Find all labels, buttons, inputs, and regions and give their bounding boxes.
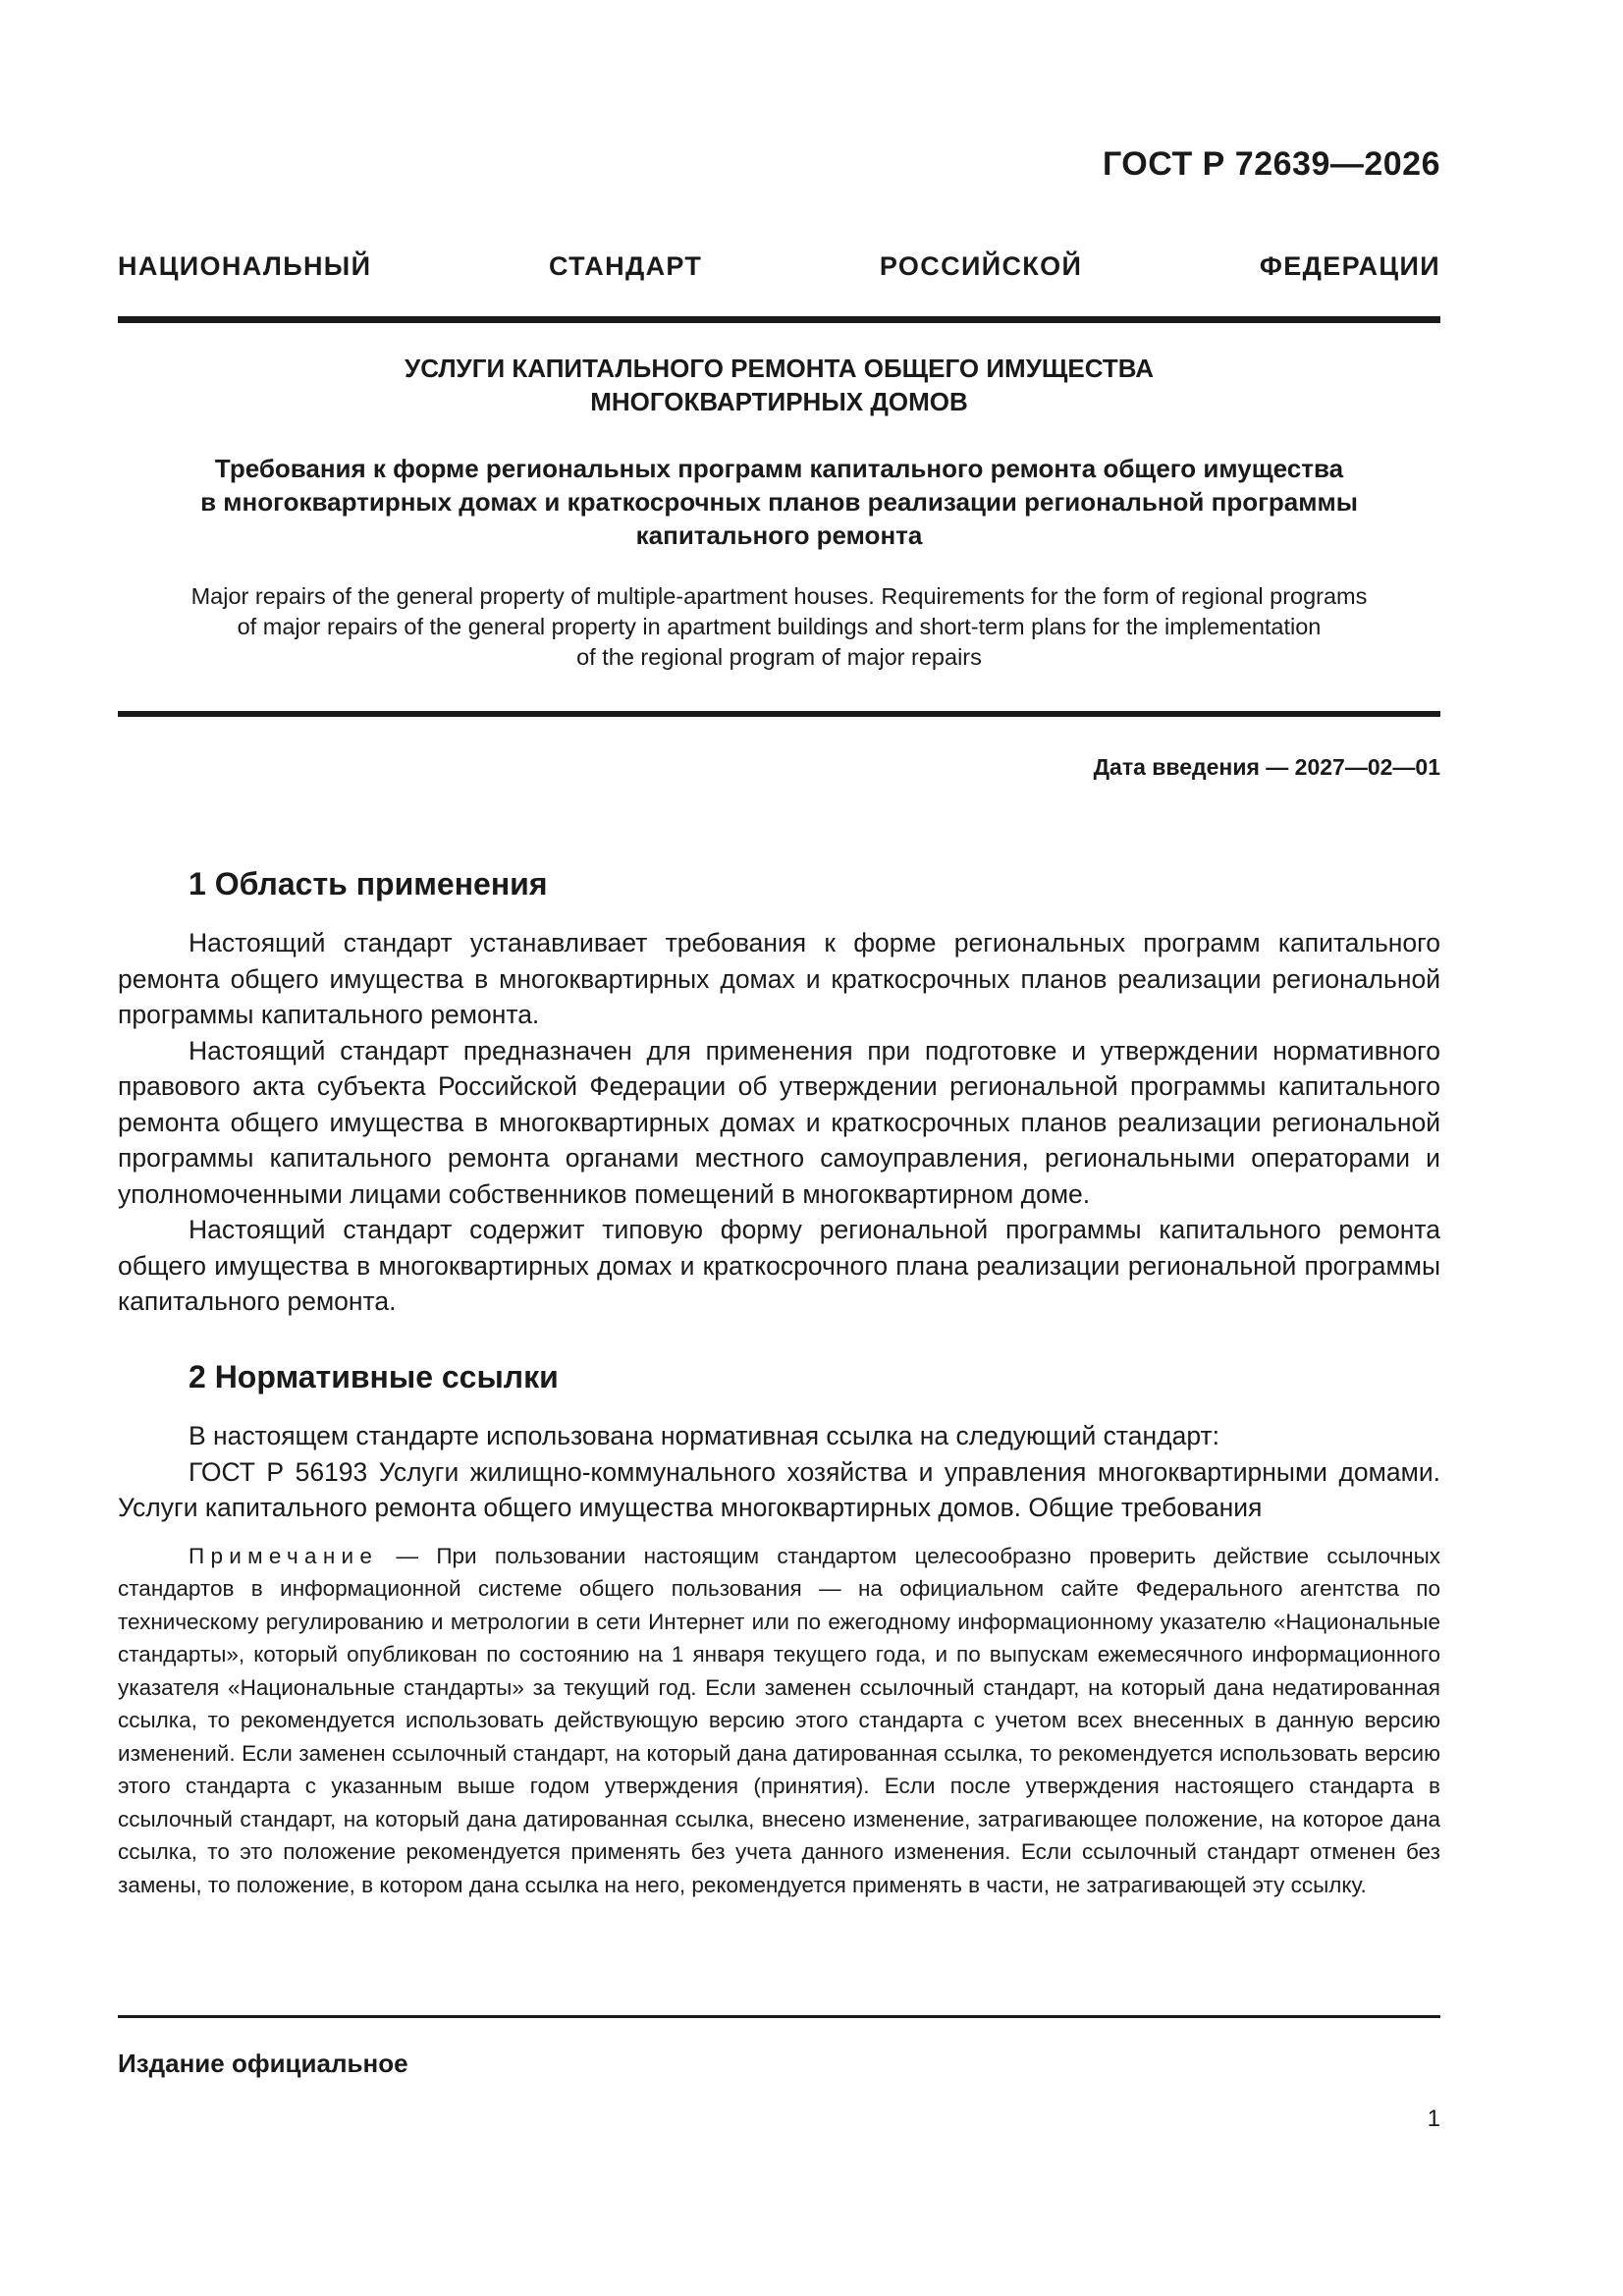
title-line: МНОГОКВАРТИРНЫХ ДОМОВ [590, 387, 968, 416]
english-title-line: of major repairs of the general property in apartment buildings and short-term plans for the implementation [237, 614, 1322, 639]
section-heading: 2 Нормативные ссылки [189, 1359, 559, 1394]
document-subtitle [147, 452, 1411, 552]
title-line: УСЛУГИ КАПИТАЛЬНОГО РЕМОНТА ОБЩЕГО ИМУЩЕСТВА [405, 354, 1154, 383]
document-title [118, 352, 1440, 418]
section-scope [118, 864, 1440, 1320]
note [118, 1540, 1440, 1902]
paragraph: Настоящий стандарт устанавливает требования к форме региональных программ капитального ремонта общего имущества в многоквартирных домах и краткосрочных планов реализации региональной программы капитального ремонта. [118, 928, 1440, 1029]
subtitle-line: Требования к форме региональных программ капитального ремонта общего имущества [214, 454, 1344, 483]
reference-entry: ГОСТ Р 56193 Услуги жилищно-коммунального хозяйства и управления многоквартирными домами. Услуги капитального ремонта общего имущества многоквартирных домов. Общие требования [118, 1456, 1440, 1522]
title-bottom-rule [118, 711, 1440, 717]
english-title-line: of the regional program of major repairs [576, 644, 982, 670]
section-heading: 1 Область применения [189, 866, 548, 902]
subtitle-line: в многоквартирных домах и краткосрочных планов реализации региональной программы [200, 487, 1358, 517]
paragraph: Настоящий стандарт предназначен для применения при подготовке и утверждении нормативного правового акта субъекта Российской Федерации об утверждении региональной программы капитального ремонта общего имущества в многоквартирных домах и краткосрочных планов реализации региональной программы капитального ремонта органами местного самоуправления, региональными операторами и уполномоченными лицами собственников помещений в многоквартирном доме. [118, 1035, 1440, 1209]
subtitle-line: капитального ремонта [635, 520, 923, 550]
top-rule [118, 316, 1440, 323]
english-title [118, 581, 1440, 673]
national-standard-heading: НАЦИОНАЛЬНЫЙ СТАНДАРТ РОССИЙСКОЙ ФЕДЕРАЦИИ [118, 251, 1440, 281]
introduction-date: Дата введения — 2027—02—01 [1093, 754, 1440, 780]
english-title-line: Major repairs of the general property of multiple-apartment houses. Requirements for the form of regional programs [190, 583, 1368, 609]
page-number: 1 [1427, 2105, 1440, 2132]
footer-rule [118, 2015, 1440, 2018]
official-edition: Издание официальное [118, 2049, 408, 2078]
note-text: — При пользовании настоящим стандартом целесообразно проверить действие ссылочных стандартов в информационной системе общего пользования — на официальном сайте Федерального агентства по техническому регулированию и метрологии в сети Интернет или по ежегодному информационному указателю «Национальные стандарты», который опубликован по состоянию на 1 января текущего года, и по выпускам ежемесячного информационного указателя «Национальные стандарты» за текущий год. Если заменен ссылочный стандарт, на который дана недатированная ссылка, то рекомендуется использовать действующую версию этого стандарта с учетом всех внесенных в данную версию изменений. Если заменен ссылочный стандарт, на который дана датированная ссылка, то рекомендуется использовать версию этого стандарта с указанным выше годом утверждения (принятия). Если после утверждения настоящего стандарта в ссылочный стандарт, на который дана датированная ссылка, внесено изменение, затрагивающее положение, на которое дана ссылка, то это положение рекомендуется применять без учета данного изменения. Если ссылочный стандарт отменен без замены, то положение, в котором дана ссылка на него, рекомендуется применять в части, не затрагивающей эту ссылку. [118, 1543, 1440, 1897]
gost-number: ГОСТ Р 72639—2026 [1102, 145, 1440, 183]
note-label: Примечание [189, 1543, 379, 1568]
section-normative-references [118, 1357, 1440, 1901]
paragraph: Настоящий стандарт содержит типовую форму региональной программы капитального ремонта общего имущества в многоквартирных домах и краткосрочного плана реализации региональной программы капитального ремонта. [118, 1215, 1440, 1316]
paragraph: В настоящем стандарте использована нормативная ссылка на следующий стандарт: [189, 1421, 1219, 1450]
